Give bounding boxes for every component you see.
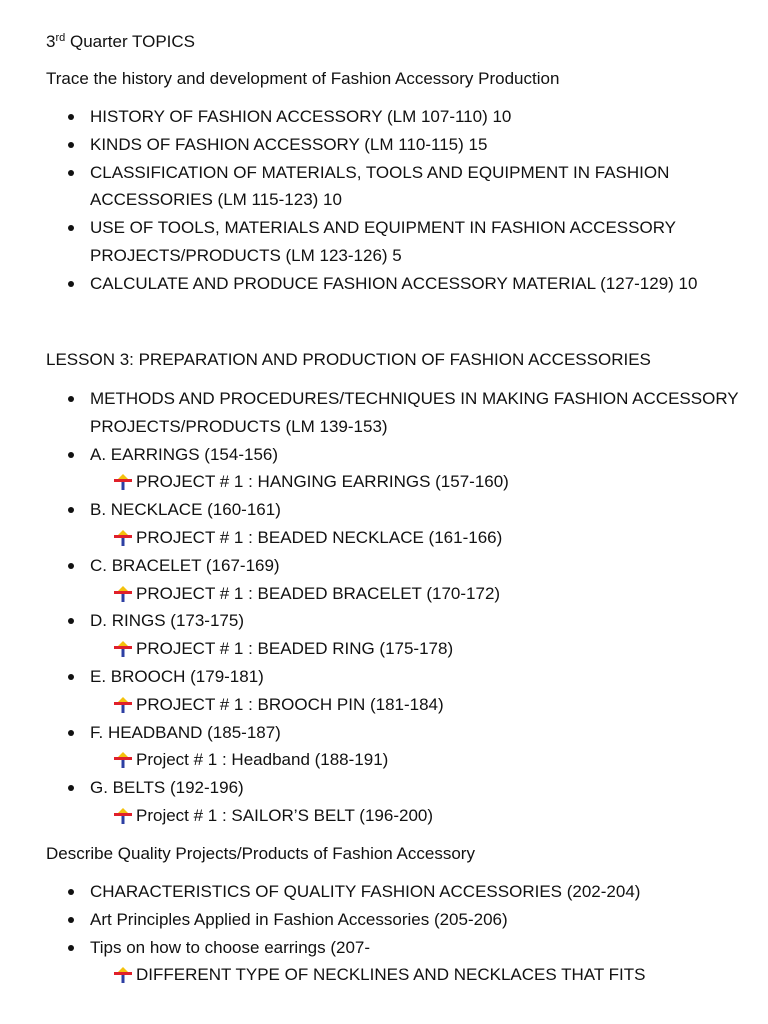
bullet-item xyxy=(0,131,768,159)
bullet-text: E. BROOCH (179-181) xyxy=(90,666,264,686)
bullet-item xyxy=(0,934,768,962)
sub-item xyxy=(0,468,768,496)
down-arrow-icon xyxy=(114,586,132,602)
sub-item xyxy=(0,802,768,830)
heading-text: Quarter TOPICS xyxy=(65,32,195,51)
bullet-text: Tips on how to choose earrings (207- xyxy=(90,937,371,957)
bullet-item xyxy=(0,441,768,469)
bullet-text: F. HEADBAND (185-187) xyxy=(90,722,281,742)
bullet-text: CALCULATE AND PRODUCE FASHION ACCESSORY MATERIAL (127-129) 10 xyxy=(90,273,698,293)
bullet-item xyxy=(0,159,768,215)
section1-intro: Trace the history and development of Fashion Accessory Production xyxy=(46,69,560,88)
sub-item xyxy=(0,635,768,663)
bullet-item xyxy=(0,663,768,691)
bullet-item xyxy=(0,906,768,934)
lesson3-list xyxy=(0,385,768,830)
page-heading xyxy=(46,32,195,52)
sub-item xyxy=(0,524,768,552)
bullet-text: C. BRACELET (167-169) xyxy=(90,555,280,575)
sub-item-text: PROJECT # 1 : BEADED RING (175-178) xyxy=(136,639,454,659)
bullet-text: KINDS OF FASHION ACCESSORY (LM 110-115) 15 xyxy=(90,134,488,154)
down-arrow-icon xyxy=(114,697,132,713)
down-arrow-icon xyxy=(114,808,132,824)
bullet-text: PROJECTS/PRODUCTS (LM 139-153) xyxy=(90,416,388,436)
bullet-item xyxy=(0,774,768,802)
sub-item xyxy=(0,961,768,989)
bullet-item xyxy=(0,552,768,580)
bullet-item xyxy=(0,496,768,524)
sub-item-text: Project # 1 : SAILOR’S BELT (196-200) xyxy=(136,805,434,825)
bullet-text: Art Principles Applied in Fashion Accessories (205-206) xyxy=(90,909,508,929)
bullet-text: HISTORY OF FASHION ACCESSORY (LM 107-110) 10 xyxy=(90,107,512,126)
bullet-item xyxy=(0,214,768,270)
bullet-text: METHODS AND PROCEDURES/TECHNIQUES IN MAKING FASHION ACCESSORY xyxy=(90,389,739,408)
bullet-text: B. NECKLACE (160-161) xyxy=(90,500,281,520)
bullet-text: D. RINGS (173-175) xyxy=(90,611,244,631)
heading-ordinal: rd xyxy=(55,32,66,44)
sub-item-text: PROJECT # 1 : BEADED BRACELET (170-172) xyxy=(136,583,501,603)
sub-item-text: Project # 1 : Headband (188-191) xyxy=(136,750,389,770)
heading-number: 3 xyxy=(46,32,56,51)
sub-item-text: PROJECT # 1 : HANGING EARRINGS (157-160) xyxy=(136,472,509,492)
sub-item xyxy=(0,746,768,774)
down-arrow-icon xyxy=(114,641,132,657)
bullet-item xyxy=(0,103,768,131)
bullet-text: CHARACTERISTICS OF QUALITY FASHION ACCESSORIES (202-204) xyxy=(90,882,641,901)
bullet-text: CLASSIFICATION OF MATERIALS, TOOLS AND EQUIPMENT IN FASHION xyxy=(90,162,670,182)
down-arrow-icon xyxy=(114,474,132,490)
section1-list xyxy=(0,103,768,298)
down-arrow-icon xyxy=(114,530,132,546)
section3-intro: Describe Quality Projects/Products of Fashion Accessory xyxy=(46,844,475,863)
bullet-item xyxy=(0,878,768,906)
bullet-text: G. BELTS (192-196) xyxy=(90,778,244,798)
sub-item xyxy=(0,691,768,719)
bullet-item xyxy=(0,270,768,298)
sub-item xyxy=(0,580,768,608)
down-arrow-icon xyxy=(114,752,132,768)
down-arrow-icon xyxy=(114,967,132,983)
sub-item-text: DIFFERENT TYPE OF NECKLINES AND NECKLACES THAT FITS xyxy=(136,965,646,985)
bullet-item xyxy=(0,719,768,747)
bullet-text: A. EARRINGS (154-156) xyxy=(90,444,279,464)
bullet-text: PROJECTS/PRODUCTS (LM 123-126) 5 xyxy=(90,245,402,265)
section3-list xyxy=(0,878,768,989)
sub-item-text: PROJECT # 1 : BEADED NECKLACE (161-166) xyxy=(136,527,503,547)
bullet-item xyxy=(0,607,768,635)
bullet-text: ACCESSORIES (LM 115-123) 10 xyxy=(90,190,342,210)
bullet-item xyxy=(0,385,768,441)
bullet-text: USE OF TOOLS, MATERIALS AND EQUIPMENT IN FASHION ACCESSORY xyxy=(90,218,677,238)
sub-item-text: PROJECT # 1 : BROOCH PIN (181-184) xyxy=(136,694,444,714)
lesson3-title: LESSON 3: PREPARATION AND PRODUCTION OF FASHION ACCESSORIES xyxy=(46,350,651,369)
